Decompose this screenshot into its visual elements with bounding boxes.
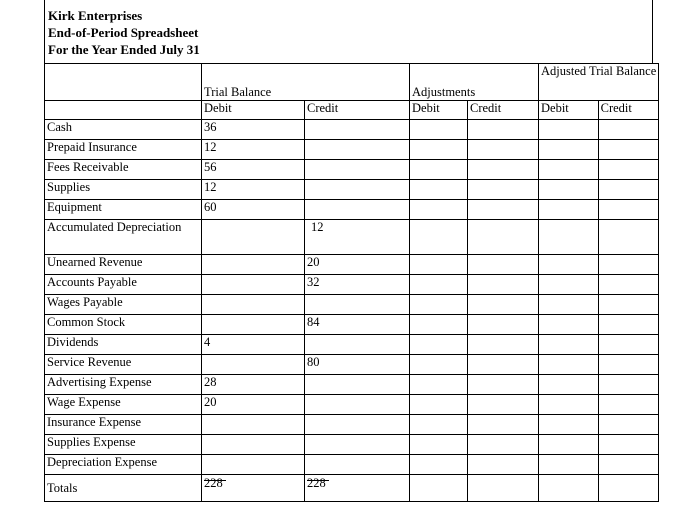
account-name: Cash	[45, 120, 202, 140]
account-row	[45, 295, 659, 315]
atb-debit-cell	[539, 315, 599, 335]
atb-credit-cell	[598, 335, 659, 355]
atb-debit-total	[539, 475, 599, 502]
total-rule-line	[204, 475, 226, 482]
tb-debit-cell: 20	[202, 395, 305, 415]
tb-credit-cell	[305, 435, 410, 455]
adj-credit-cell	[468, 255, 539, 275]
account-row	[45, 435, 659, 455]
account-row	[45, 120, 659, 140]
tb-debit-cell	[202, 295, 305, 315]
account-row	[45, 415, 659, 435]
adj-credit-cell	[468, 275, 539, 295]
adj-credit-cell	[468, 220, 539, 255]
tb-debit-cell	[202, 415, 305, 435]
trial-balance-header: Trial Balance	[202, 64, 410, 101]
column-header-row	[45, 101, 659, 120]
atb-debit-cell	[539, 415, 599, 435]
atb-credit-cell	[598, 315, 659, 335]
adj-credit-cell	[468, 395, 539, 415]
account-name: Common Stock	[45, 315, 202, 335]
account-row	[45, 335, 659, 355]
adj-debit-cell	[410, 180, 468, 200]
tb-credit-cell	[305, 335, 410, 355]
tb-debit-cell	[202, 355, 305, 375]
atb-credit-cell	[598, 275, 659, 295]
account-name: Prepaid Insurance	[45, 140, 202, 160]
adj-debit-cell	[410, 275, 468, 295]
tb-credit-cell: 32	[305, 275, 410, 295]
adj-debit-cell	[410, 335, 468, 355]
tb-debit-cell	[202, 220, 305, 255]
account-row	[45, 455, 659, 475]
group-header-row	[45, 64, 659, 101]
adj-debit-cell	[410, 375, 468, 395]
adj-credit-header: Credit	[468, 101, 539, 120]
atb-debit-cell	[539, 455, 599, 475]
account-name: Insurance Expense	[45, 415, 202, 435]
account-name: Wages Payable	[45, 295, 202, 315]
account-name: Supplies Expense	[45, 435, 202, 455]
tb-debit-cell	[202, 275, 305, 295]
account-name: Advertising Expense	[45, 375, 202, 395]
adj-credit-total	[468, 475, 539, 502]
tb-credit-total	[305, 475, 410, 502]
account-name: Dividends	[45, 335, 202, 355]
atb-debit-cell	[539, 120, 599, 140]
account-row	[45, 315, 659, 335]
atb-credit-cell	[598, 180, 659, 200]
tb-credit-cell	[305, 395, 410, 415]
total-rule-line	[307, 475, 329, 482]
adj-debit-cell	[410, 315, 468, 335]
adj-debit-total	[410, 475, 468, 502]
adj-credit-cell	[468, 140, 539, 160]
tb-credit-header: Credit	[305, 101, 410, 120]
company-name: Kirk Enterprises	[48, 8, 143, 23]
tb-debit-cell: 60	[202, 200, 305, 220]
account-name: Accounts Payable	[45, 275, 202, 295]
account-name: Unearned Revenue	[45, 255, 202, 275]
adj-debit-cell	[410, 415, 468, 435]
tb-credit-cell	[305, 160, 410, 180]
atb-credit-cell	[598, 255, 659, 275]
totals-label-value: Totals	[47, 480, 78, 495]
adj-credit-cell	[468, 335, 539, 355]
sheet-period: For the Year Ended July 31	[48, 42, 200, 57]
adj-credit-cell	[468, 455, 539, 475]
atb-debit-cell	[539, 435, 599, 455]
adj-credit-cell	[468, 315, 539, 335]
atb-debit-header: Debit	[539, 101, 599, 120]
atb-credit-cell	[598, 415, 659, 435]
tb-credit-cell	[305, 415, 410, 435]
tb-debit-cell: 56	[202, 160, 305, 180]
adj-debit-cell	[410, 120, 468, 140]
tb-credit-cell: 84	[305, 315, 410, 335]
account-name: Fees Receivable	[45, 160, 202, 180]
tb-credit-total-value: 228	[307, 476, 326, 490]
atb-debit-cell	[539, 295, 599, 315]
blank-header-cell	[45, 101, 202, 120]
tb-credit-cell	[305, 455, 410, 475]
account-row	[45, 180, 659, 200]
account-row	[45, 375, 659, 395]
adj-debit-cell	[410, 220, 468, 255]
atb-credit-cell	[598, 140, 659, 160]
tb-debit-total	[202, 475, 305, 502]
totals-row	[45, 475, 659, 502]
account-name: Equipment	[45, 200, 202, 220]
tb-debit-cell	[202, 315, 305, 335]
spreadsheet-table	[44, 63, 659, 502]
adj-debit-cell	[410, 255, 468, 275]
adj-credit-cell	[468, 160, 539, 180]
atb-debit-cell	[539, 140, 599, 160]
adj-credit-cell	[468, 435, 539, 455]
adj-debit-cell	[410, 200, 468, 220]
atb-debit-cell	[539, 220, 599, 255]
adjustments-header: Adjustments	[410, 64, 539, 101]
tb-debit-cell	[202, 455, 305, 475]
atb-debit-cell	[539, 160, 599, 180]
adj-debit-cell	[410, 355, 468, 375]
account-name: Wage Expense	[45, 395, 202, 415]
tb-credit-cell	[305, 295, 410, 315]
tb-credit-cell: 80	[305, 355, 410, 375]
blank-header-cell	[45, 64, 202, 101]
atb-credit-cell	[598, 160, 659, 180]
tb-debit-total-value: 228	[204, 476, 223, 490]
tb-credit-cell	[305, 200, 410, 220]
adj-credit-cell	[468, 415, 539, 435]
atb-credit-cell	[598, 200, 659, 220]
atb-credit-cell	[598, 220, 659, 255]
account-row	[45, 200, 659, 220]
adj-debit-cell	[410, 295, 468, 315]
tb-credit-cell	[305, 140, 410, 160]
adj-debit-cell	[410, 160, 468, 180]
account-name: Supplies	[45, 180, 202, 200]
account-name: Service Revenue	[45, 355, 202, 375]
account-name: Depreciation Expense	[45, 455, 202, 475]
atb-debit-cell	[539, 180, 599, 200]
adj-debit-header: Debit	[410, 101, 468, 120]
adj-debit-cell	[410, 455, 468, 475]
account-row	[45, 140, 659, 160]
account-row	[45, 355, 659, 375]
atb-credit-cell	[598, 455, 659, 475]
adj-credit-cell	[468, 180, 539, 200]
account-row	[45, 275, 659, 295]
account-row	[45, 255, 659, 275]
tb-credit-cell: 20	[305, 255, 410, 275]
tb-debit-header: Debit	[202, 101, 305, 120]
tb-credit-cell: 12	[305, 220, 410, 255]
adj-credit-cell	[468, 120, 539, 140]
atb-debit-cell	[539, 355, 599, 375]
tb-debit-cell: 12	[202, 180, 305, 200]
tb-debit-cell: 36	[202, 120, 305, 140]
atb-credit-cell	[598, 295, 659, 315]
tb-credit-cell	[305, 120, 410, 140]
atb-credit-cell	[598, 435, 659, 455]
account-row	[45, 395, 659, 415]
atb-debit-cell	[539, 395, 599, 415]
tb-debit-cell: 4	[202, 335, 305, 355]
atb-credit-cell	[598, 355, 659, 375]
tb-debit-cell: 28	[202, 375, 305, 395]
account-row	[45, 220, 659, 255]
tb-credit-cell	[305, 375, 410, 395]
atb-debit-cell	[539, 335, 599, 355]
account-name: Accumulated Depreciation	[45, 220, 202, 255]
adj-debit-cell	[410, 395, 468, 415]
atb-debit-cell	[539, 200, 599, 220]
adj-debit-cell	[410, 140, 468, 160]
tb-credit-cell	[305, 180, 410, 200]
tb-debit-cell: 12	[202, 140, 305, 160]
totals-label	[45, 475, 202, 502]
adj-credit-cell	[468, 375, 539, 395]
atb-debit-cell	[539, 275, 599, 295]
adj-credit-cell	[468, 200, 539, 220]
spreadsheet-header	[44, 0, 653, 63]
adj-credit-cell	[468, 295, 539, 315]
atb-credit-cell	[598, 375, 659, 395]
tb-debit-cell	[202, 435, 305, 455]
atb-credit-cell	[598, 395, 659, 415]
atb-credit-header: Credit	[598, 101, 659, 120]
atb-credit-total	[598, 475, 659, 502]
account-row	[45, 160, 659, 180]
adj-debit-cell	[410, 435, 468, 455]
atb-debit-cell	[539, 375, 599, 395]
atb-debit-cell	[539, 255, 599, 275]
atb-credit-cell	[598, 120, 659, 140]
adj-credit-cell	[468, 355, 539, 375]
adjusted-trial-balance-header: Adjusted Trial Balance	[539, 64, 659, 101]
sheet-title: End-of-Period Spreadsheet	[48, 25, 199, 40]
tb-debit-cell	[202, 255, 305, 275]
